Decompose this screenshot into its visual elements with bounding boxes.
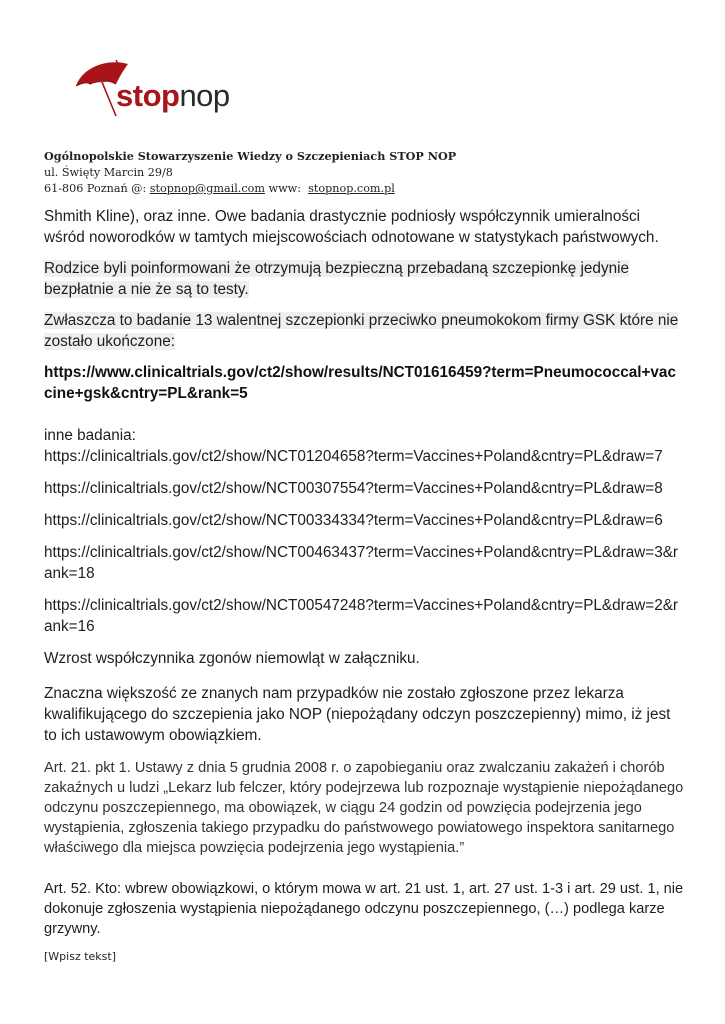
paragraph-3-highlighted: Zwłaszcza to badanie 13 walentnej szczepionki przeciwko pneumokokom firmy GSK które nie zostało ukończone: [44,312,679,350]
trial-link-4[interactable]: https://clinicaltrials.gov/ct2/show/NCT00463437?term=Vaccines+Poland&cntry=PL&draw=3&rank=18 [44,544,679,582]
trial-link-2[interactable]: https://clinicaltrials.gov/ct2/show/NCT00307554?term=Vaccines+Poland&cntry=PL&draw=8 [44,480,663,497]
letterhead [44,148,456,198]
paragraph-2-highlighted: Rodzice byli poinformowani że otrzymują bezpieczną przebadaną szczepionkę jedynie bezpłatnie a nie że są to testy. [44,260,630,298]
paragraph-1: Shmith Kline), oraz inne. Owe badania drastycznie podniosły współczynnik umieralności wśród noworodków w tamtych miejscowościach odnotowane w statystykach państwowych. [44,208,659,246]
logo [72,58,230,118]
org-contact [44,181,456,198]
website-link[interactable]: stopnop.com.pl [308,182,395,195]
paragraph-unreported-cases: Znaczna większość ze znanych nam przypadków nie zostało zgłoszone przez lekarza kwalifikującego do szczepienia jako NOP (niepożądany odczyn poszczepienny) mimo, iż jest to ich ustawowym obowiązkiem. [44,685,671,744]
paragraph-attachment-note: Wzrost współczynnika zgonów niemowląt w załączniku. [44,650,420,667]
www-label: www: [264,182,309,195]
footer-placeholder: [Wpisz tekst] [44,950,116,963]
city-prefix: 61-806 Poznań @: [44,182,150,195]
logo-wordmark [116,80,230,111]
org-name: Ogólnopolskie Stowarzyszenie Wiedzy o Szczepieniach STOP NOP [44,149,457,163]
logo-word-stop: stop [116,78,180,113]
org-address: ul. Święty Marcin 29/8 [44,165,173,179]
paragraph-art-52: Art. 52. Kto: wbrew obowiązkowi, o którym mowa w art. 21 ust. 1, art. 27 ust. 1-3 i art. 29 ust. 1, nie dokonuje zgłoszenia wystąpienia niepożądanego odczynu poszczepiennego, (…) podlega karze grzywny. [44,881,684,937]
main-trial-link[interactable]: https://www.clinicaltrials.gov/ct2/show/results/NCT01616459?term=Pneumococcal+vaccine+gsk&cntry=PL&rank=5 [44,364,676,402]
paragraph-art-21: Art. 21. pkt 1. Ustawy z dnia 5 grudnia 2008 r. o zapobieganiu oraz zwalczaniu zakażeń i chorób zakaźnych u ludzi „Lekarz lub felczer, który podejrzewa lub rozpoznaje wystąpienie niepożądanego odczynu poszczepiennego, ma obowiązek, w ciągu 24 godzin od powzięcia podejrzenia jego wystąpienia, zgłoszenia takiego przypadku do państwowego powiatowego inspektora sanitarnego właściwego dla miejsca powzięcia podejrzenia jego wystąpienia.” [44,760,684,856]
other-studies-label: inne badania: [44,427,136,444]
logo-word-nop: nop [179,78,230,113]
trial-link-3[interactable]: https://clinicaltrials.gov/ct2/show/NCT00334334?term=Vaccines+Poland&cntry=PL&draw=6 [44,512,663,529]
trial-link-1[interactable]: https://clinicaltrials.gov/ct2/show/NCT01204658?term=Vaccines+Poland&cntry=PL&draw=7 [44,448,663,465]
trial-link-5[interactable]: https://clinicaltrials.gov/ct2/show/NCT00547248?term=Vaccines+Poland&cntry=PL&draw=2&rank=16 [44,597,679,635]
email-link[interactable]: stopnop@gmail.com [149,182,265,195]
document-body [44,206,684,939]
